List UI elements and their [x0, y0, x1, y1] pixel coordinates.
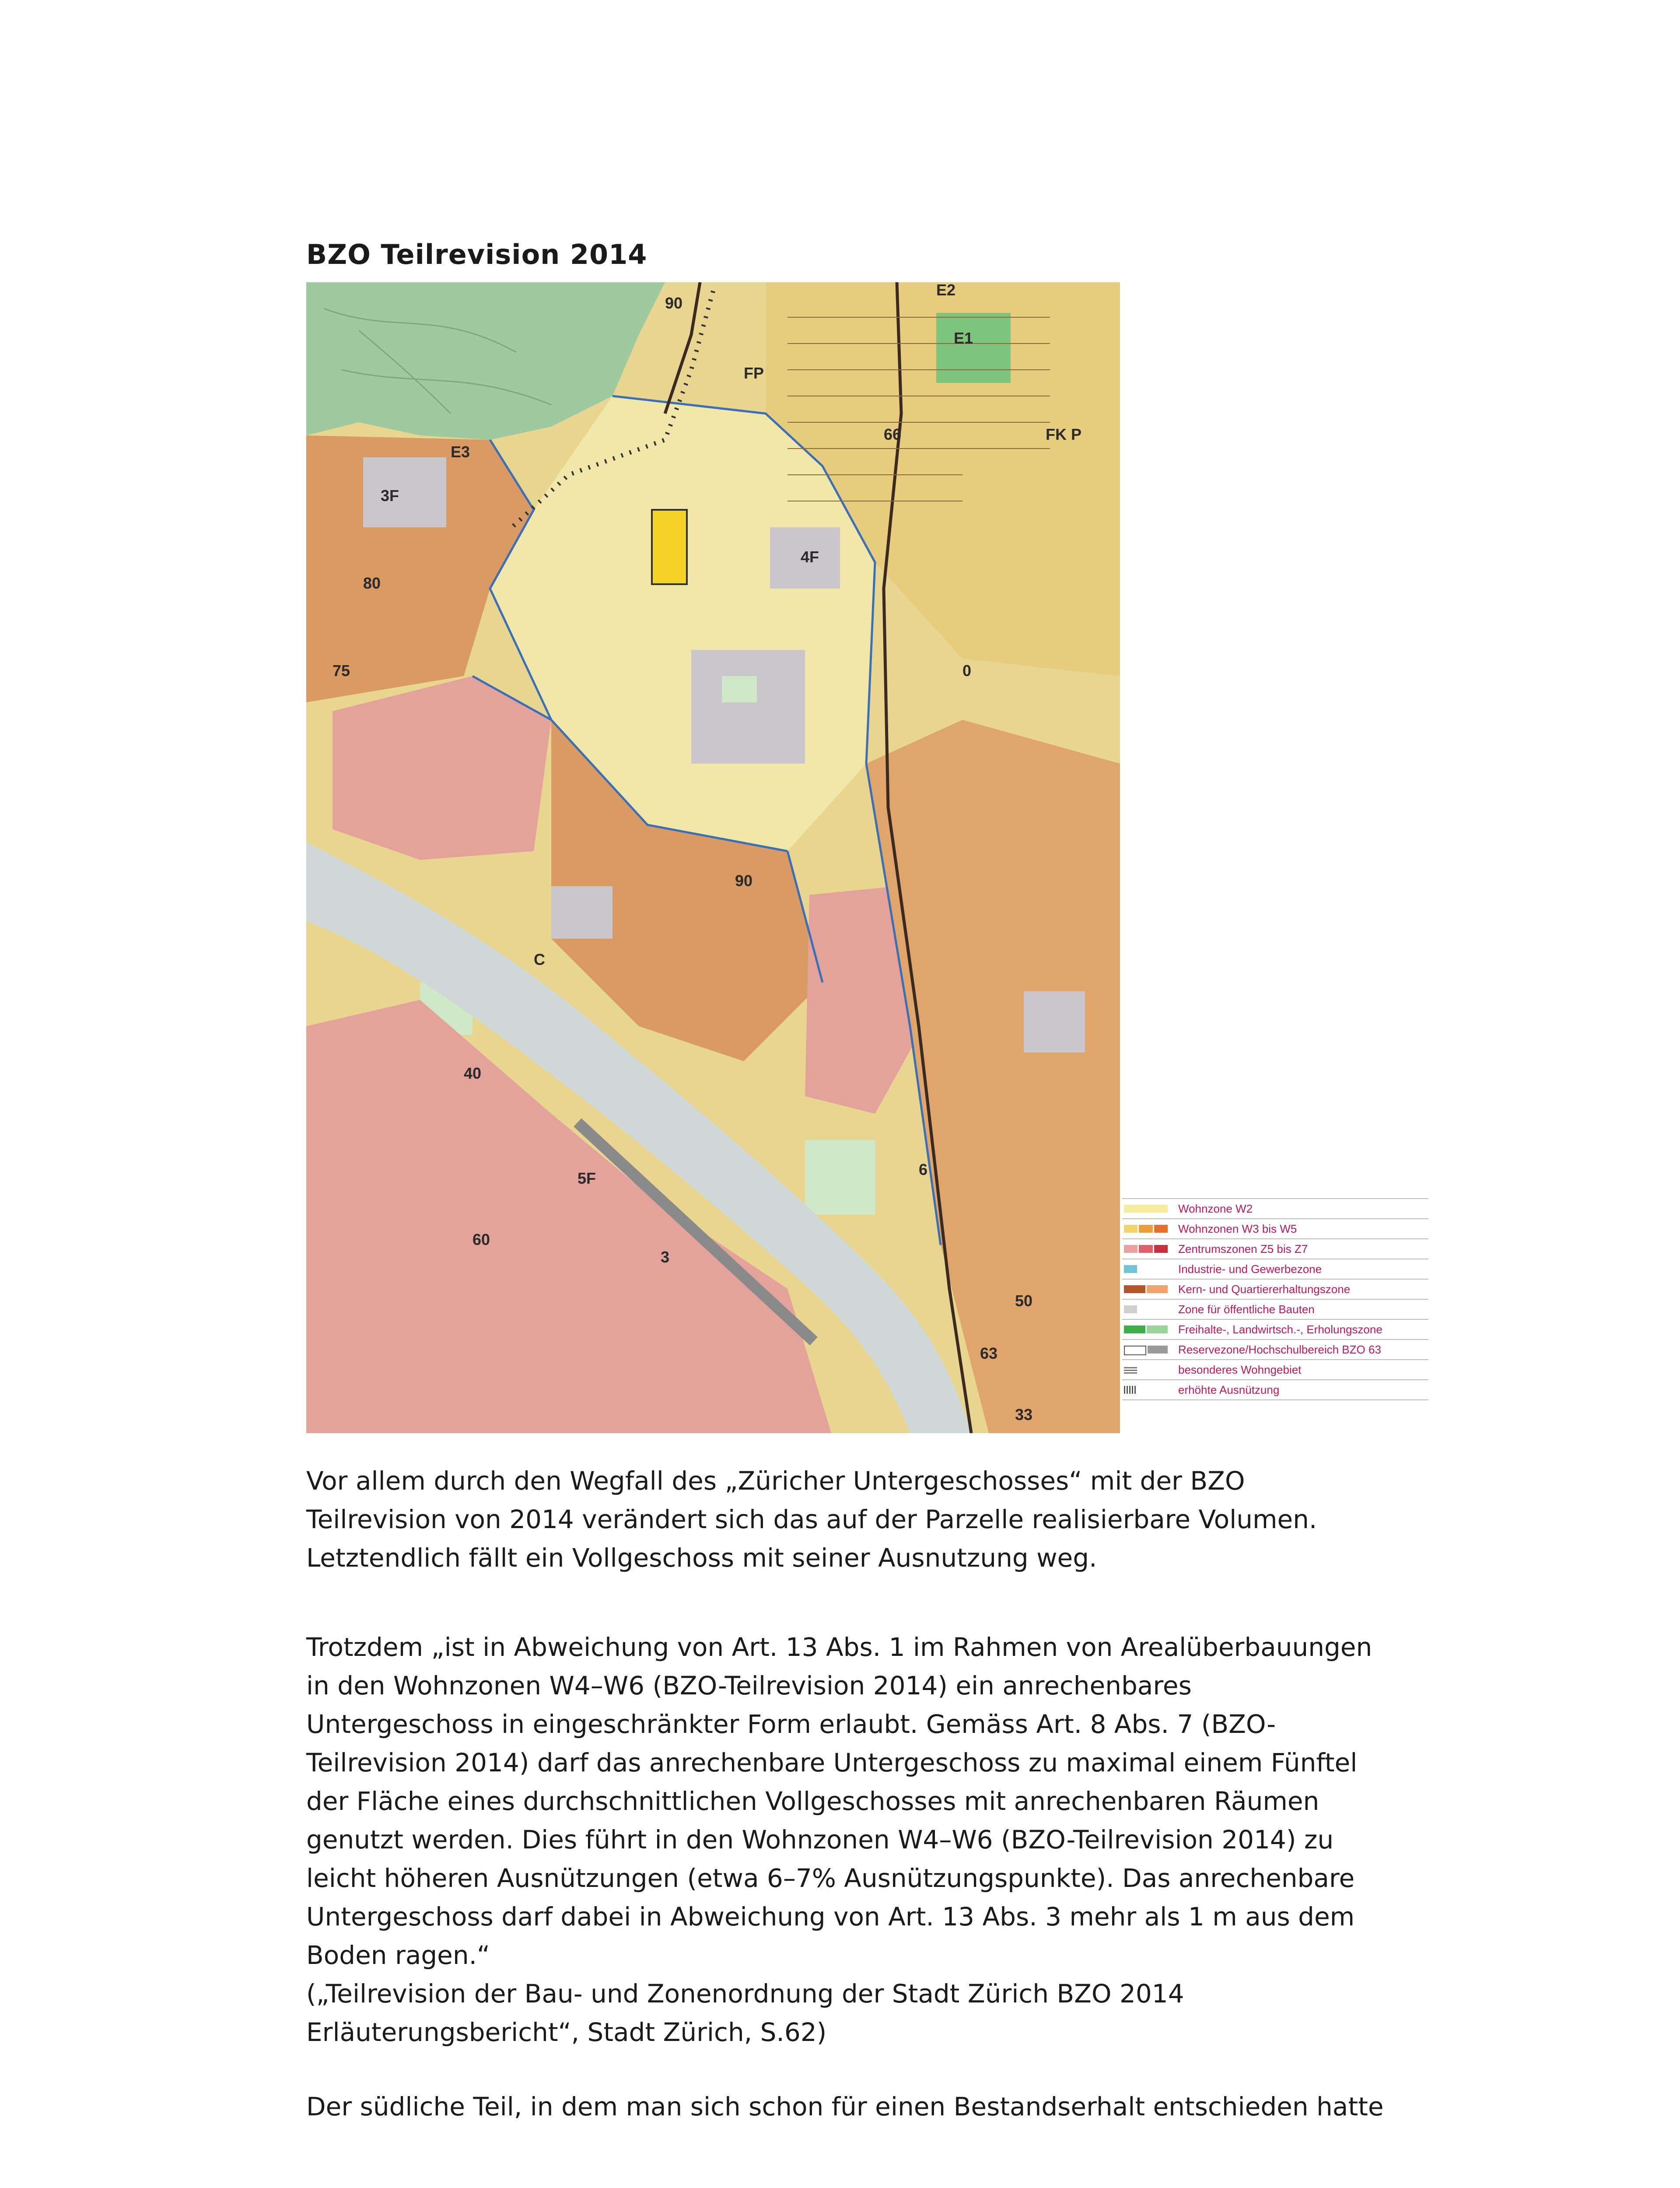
map-label: 66	[884, 425, 902, 443]
legend-row-zentrumszonen	[1122, 1239, 1428, 1259]
public-zone-5	[1024, 991, 1085, 1052]
green-zone-1	[936, 313, 1011, 383]
map-label: 80	[363, 574, 381, 592]
legend-row-oeffentliche-bauten	[1122, 1300, 1428, 1320]
map-legend	[1122, 1198, 1428, 1400]
center-zone-west	[332, 676, 551, 860]
legend-label: Kern- und Quartiererhaltungszone	[1178, 1282, 1351, 1296]
map-label: 60	[472, 1231, 490, 1248]
text-line: Erläuterungsbericht“, Stadt Zürich, S.62)	[306, 2017, 827, 2047]
map-label: 75	[332, 662, 350, 680]
map-label: 50	[1015, 1292, 1033, 1310]
paragraph-suedlicher-teil	[306, 2087, 1488, 2126]
text-line: Untergeschoss darf dabei in Abweichung von Art. 13 Abs. 3 mehr als 1 m aus dem	[306, 1902, 1355, 1932]
public-zone-4	[363, 457, 446, 527]
legend-label: Zone für öffentliche Bauten	[1178, 1302, 1315, 1316]
map-label: 3F	[381, 487, 399, 505]
text-line: Teilrevision von 2014 verändert sich das auf der Parzelle realisierbare Volumen.	[306, 1504, 1317, 1534]
map-label: E1	[954, 329, 973, 347]
legend-label: Freihalte-, Landwirtsch.-, Erholungszone	[1178, 1322, 1382, 1336]
zoning-map	[306, 282, 1120, 1433]
map-label: 33	[1015, 1406, 1033, 1424]
map-label: C	[534, 950, 545, 968]
map-label: 63	[980, 1344, 998, 1362]
legend-swatches	[1124, 1325, 1168, 1333]
map-label: 40	[464, 1064, 482, 1082]
public-zone-1	[691, 650, 805, 764]
legend-swatches	[1124, 1305, 1168, 1313]
legend-row-reservezone	[1122, 1340, 1428, 1360]
legend-swatches	[1124, 1245, 1168, 1253]
text-line: Untergeschoss in eingeschränkter Form erlaubt. Gemäss Art. 8 Abs. 7 (BZO-	[306, 1709, 1276, 1739]
green-zone-2	[722, 676, 757, 702]
text-line: der Fläche eines durchschnittlichen Vollgeschosses mit anrechenbaren Räumen	[306, 1786, 1320, 1816]
legend-label: besonderes Wohngebiet	[1178, 1363, 1302, 1376]
legend-label: Zentrumszonen Z5 bis Z7	[1178, 1242, 1308, 1255]
text-line: Vor allem durch den Wegfall des „Züricher Untergeschosses“ mit der BZO	[306, 1466, 1245, 1496]
legend-row-industrie	[1122, 1259, 1428, 1280]
text-line: Boden ragen.“	[306, 1940, 490, 1970]
text-line: in den Wohnzonen W4–W6 (BZO-Teilrevision 2014) ein anrechenbares	[306, 1671, 1192, 1701]
legend-swatches	[1124, 1366, 1168, 1374]
map-label: E3	[451, 443, 470, 461]
legend-swatches	[1124, 1205, 1168, 1213]
legend-row-kernzone	[1122, 1280, 1428, 1300]
paragraph-quote-erlaeuterungsbericht	[306, 1628, 1488, 2051]
text-line: Der südliche Teil, in dem man sich schon für einen Bestandserhalt entschieden hatte	[306, 2092, 1384, 2121]
text-line: leicht höheren Ausnützungen (etwa 6–7% Ausnützungspunkte). Das anrechenbare	[306, 1863, 1355, 1893]
public-zone-3	[551, 886, 612, 939]
legend-row-freihaltezone	[1122, 1320, 1428, 1340]
paragraph-wegfall-untergeschoss	[306, 1462, 1488, 1577]
map-label: 0	[962, 662, 972, 680]
legend-swatches	[1124, 1386, 1168, 1394]
highlighted-parcel	[652, 510, 687, 584]
map-label: 4F	[801, 548, 819, 566]
legend-row-erhoehte-ausnuetzung	[1122, 1380, 1428, 1400]
map-label: 3	[661, 1248, 670, 1266]
map-label: 6	[919, 1161, 928, 1178]
legend-row-wohnzone-w2	[1122, 1198, 1428, 1219]
legend-swatches	[1124, 1225, 1168, 1233]
legend-label: Wohnzonen W3 bis W5	[1178, 1222, 1297, 1235]
legend-label: Reservezone/Hochschulbereich BZO 63	[1178, 1343, 1381, 1356]
text-line: Teilrevision 2014) darf das anrechenbare Untergeschoss zu maximal einem Fünftel	[306, 1748, 1358, 1778]
legend-label: erhöhte Ausnützung	[1178, 1383, 1280, 1396]
text-line: Trotzdem „ist in Abweichung von Art. 13 Abs. 1 im Rahmen von Arealüberbauungen	[306, 1632, 1372, 1662]
legend-label: Industrie- und Gewerbezone	[1178, 1262, 1322, 1276]
map-label: E2	[936, 282, 956, 299]
legend-row-wohnzonen-w3-w5	[1122, 1219, 1428, 1239]
text-line: Letztendlich fällt ein Vollgeschoss mit seiner Ausnutzung weg.	[306, 1543, 1097, 1573]
map-label: FP	[744, 364, 764, 382]
legend-swatches	[1124, 1346, 1168, 1353]
text-line: genutzt werden. Dies führt in den Wohnzonen W4–W6 (BZO-Teilrevision 2014) zu	[306, 1825, 1334, 1855]
map-label: 90	[735, 872, 753, 890]
map-label: 90	[665, 294, 683, 312]
legend-row-besonderes-wohngebiet	[1122, 1360, 1428, 1380]
map-label: 5F	[578, 1169, 596, 1187]
text-line: („Teilrevision der Bau- und Zonenordnung der Stadt Zürich BZO 2014	[306, 1979, 1184, 2009]
legend-swatches	[1124, 1285, 1168, 1293]
legend-label: Wohnzone W2	[1178, 1202, 1253, 1215]
green-zone-3	[805, 1140, 875, 1214]
legend-swatches	[1124, 1265, 1168, 1273]
document-heading: BZO Teilrevision 2014	[306, 238, 648, 270]
map-label: FK P	[1046, 425, 1082, 443]
